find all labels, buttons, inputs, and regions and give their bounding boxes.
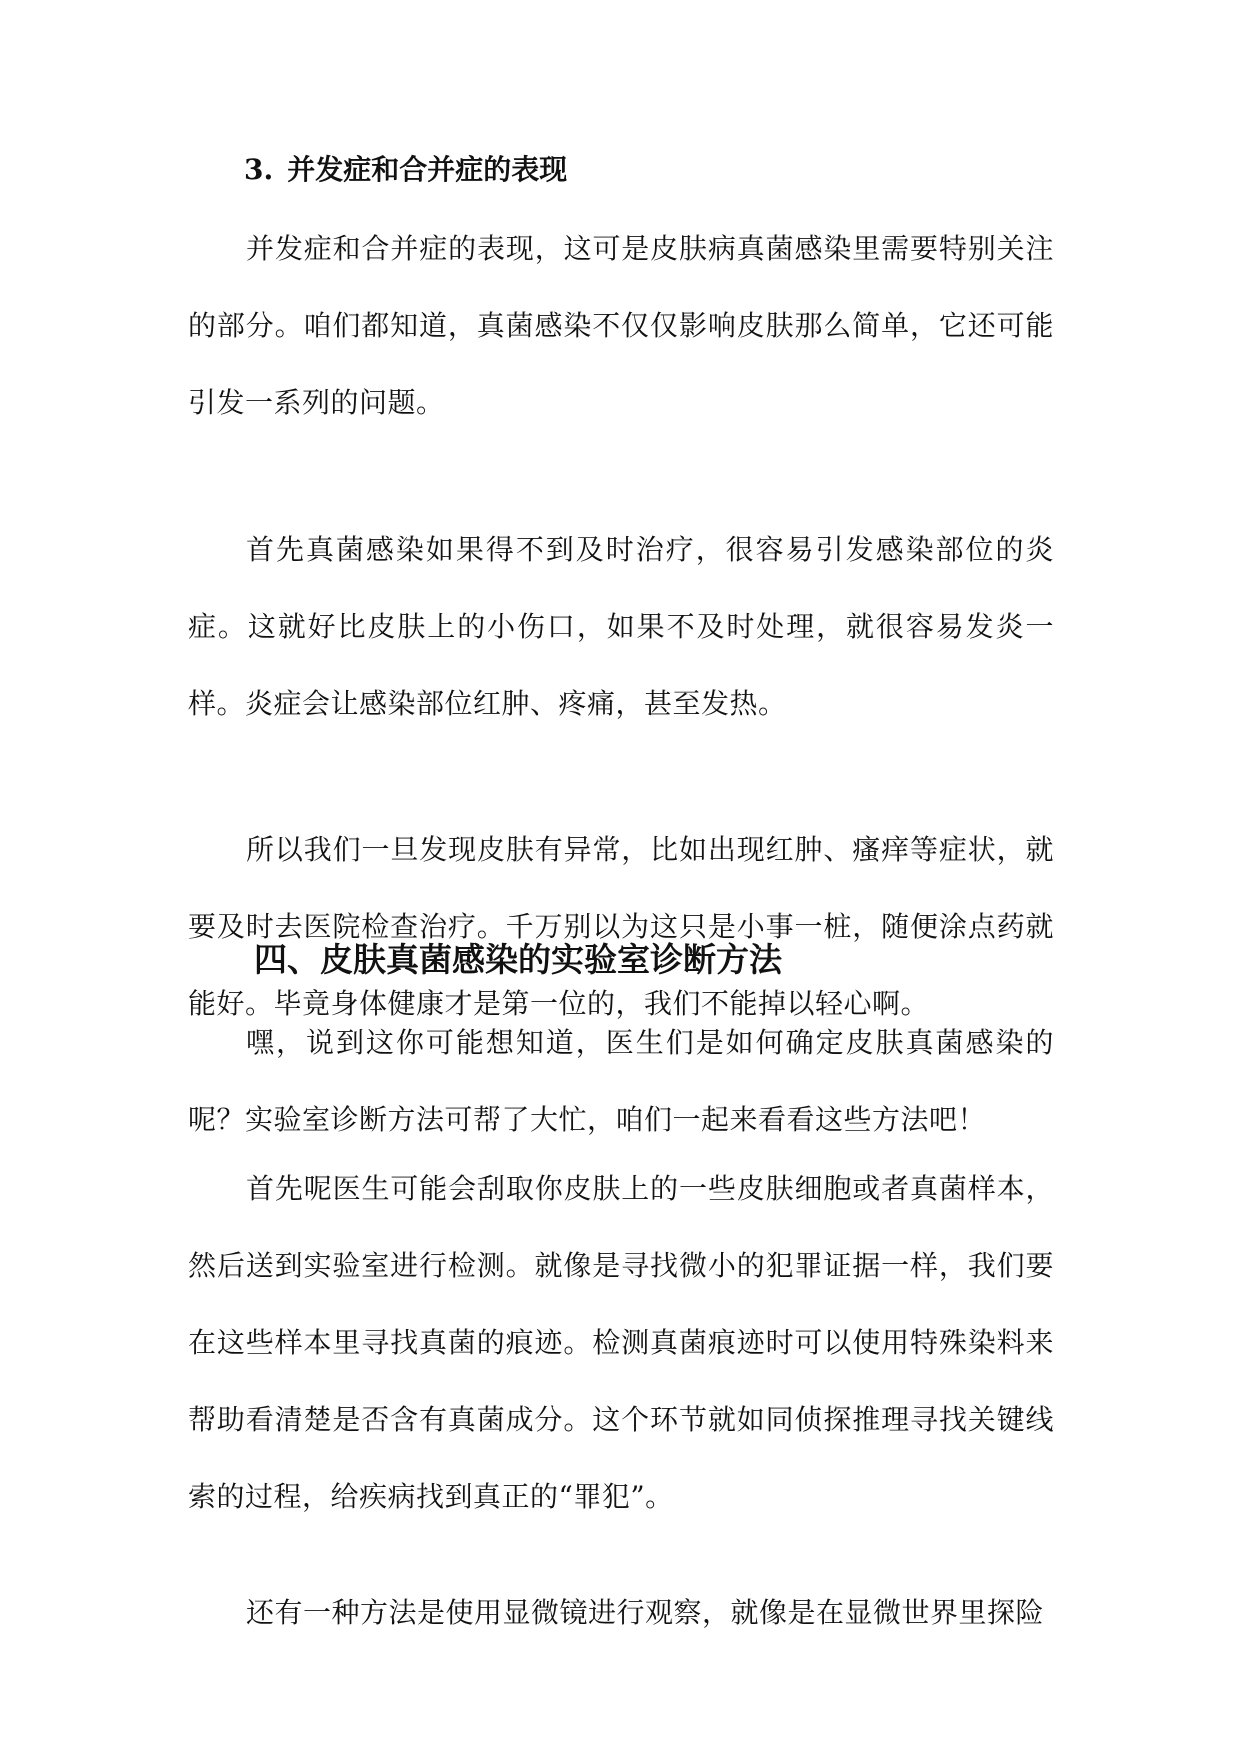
paragraph-inflammation: 首先真菌感染如果得不到及时治疗，很容易引发感染部位的炎症。这就好比皮肤上的小伤口，如果不及时处理，就很容易发炎一样。炎症会让感染部位红肿、疼痛，甚至发热。 [188,533,1054,720]
section-3-heading [244,150,567,190]
section-3-title: 并发症和合并症的表现 [287,153,568,186]
section-3-number: 3. [244,153,274,186]
paragraph-microscope: 还有一种方法是使用显微镜进行观察，就像是在显微世界里探险 [246,1596,1045,1629]
paragraph-lab-diagnosis-intro: 嘿，说到这你可能想知道，医生们是如何确定皮肤真菌感染的呢？实验室诊断方法可帮了大忙，咱们一起来看看这些方法吧！ [188,1026,1054,1136]
paragraph-sample-testing: 首先呢医生可能会刮取你皮肤上的一些皮肤细胞或者真菌样本，然后送到实验室进行检测。就像是寻找微小的犯罪证据一样，我们要在这些样本里寻找真菌的痕迹。检测真菌痕迹时可以使用特殊染料来帮助看清楚是否含有真菌成分。这个环节就如同侦探推理寻找关键线索的过程，给疾病找到真正的“罪犯”。 [188,1172,1054,1513]
paragraph-complications-intro: 并发症和合并症的表现，这可是皮肤病真菌感染里需要特别关注的部分。咱们都知道，真菌感染不仅仅影响皮肤那么简单，它还可能引发一系列的问题。 [188,232,1054,419]
paragraph-seek-treatment: 所以我们一旦发现皮肤有异常，比如出现红肿、瘙痒等症状，就要及时去医院检查治疗。千万别以为这只是小事一桩，随便涂点药就能好。毕竟身体健康才是第一位的，我们不能掉以轻心啊。 [188,833,1054,1020]
section-4-heading: 四、皮肤真菌感染的实验室诊断方法 [254,940,782,979]
